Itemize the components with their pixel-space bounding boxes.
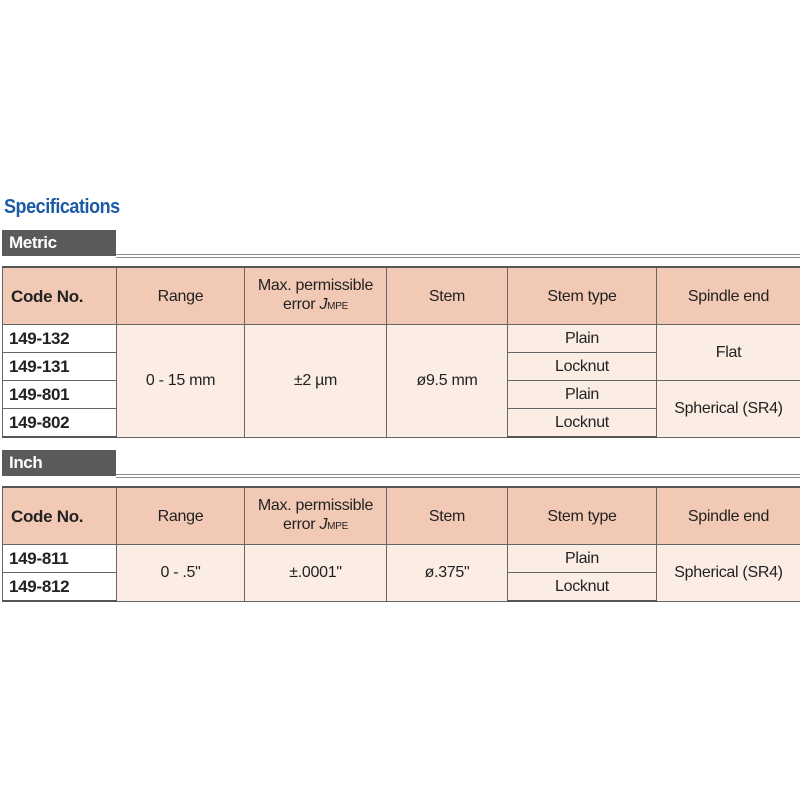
header-range: Range [117,267,245,325]
header-error [245,267,387,325]
code-cell: 149-131 [3,353,117,381]
section-tab-inch: Inch [2,450,116,476]
spindle-end-cell: Spherical (SR4) [657,381,800,438]
stem-type-cell: Plain [508,545,657,573]
spindle-end-cell: Flat [657,325,800,381]
header-error-line2: error J [283,516,328,533]
code-cell: 149-802 [3,409,117,438]
header-error-symbol: J [319,516,328,533]
header-error [245,487,387,545]
header-error-line1: Max. permissible [257,277,374,294]
section-divider [116,474,800,478]
range-cell: 0 - .5" [117,545,245,602]
code-cell: 149-812 [3,573,117,602]
header-error-sub: MPE [327,301,348,312]
table-header-row [3,487,800,545]
section-tab-metric: Metric [2,230,116,256]
stem-cell: ø.375" [387,545,508,602]
code-cell: 149-801 [3,381,117,409]
header-spindle-end: Spindle end [657,267,800,325]
range-cell: 0 - 15 mm [117,325,245,438]
header-stem: Stem [387,267,508,325]
header-stem-type: Stem type [508,487,657,545]
code-cell: 149-132 [3,325,117,353]
error-cell: ±.0001" [245,545,387,602]
header-stem-type: Stem type [508,267,657,325]
metric-spec-table [2,266,800,438]
table-row [3,545,800,573]
header-code: Code No. [3,267,117,325]
stem-cell: ø9.5 mm [387,325,508,438]
stem-type-cell: Plain [508,381,657,409]
section-divider [116,254,800,258]
stem-type-cell: Plain [508,325,657,353]
table-header-row [3,267,800,325]
header-stem: Stem [387,487,508,545]
inch-spec-table [2,486,800,602]
header-error-line2: error J [283,296,328,313]
stem-type-cell: Locknut [508,573,657,602]
header-range: Range [117,487,245,545]
header-error-sub: MPE [327,521,348,532]
code-cell: 149-811 [3,545,117,573]
stem-type-cell: Locknut [508,353,657,381]
page-title: Specifications [4,196,120,218]
spindle-end-cell: Spherical (SR4) [657,545,800,602]
stem-type-cell: Locknut [508,409,657,438]
header-error-symbol: J [319,296,328,313]
header-spindle-end: Spindle end [657,487,800,545]
header-code: Code No. [3,487,117,545]
header-error-line1: Max. permissible [257,497,374,514]
error-cell: ±2 µm [245,325,387,438]
table-row [3,325,800,353]
